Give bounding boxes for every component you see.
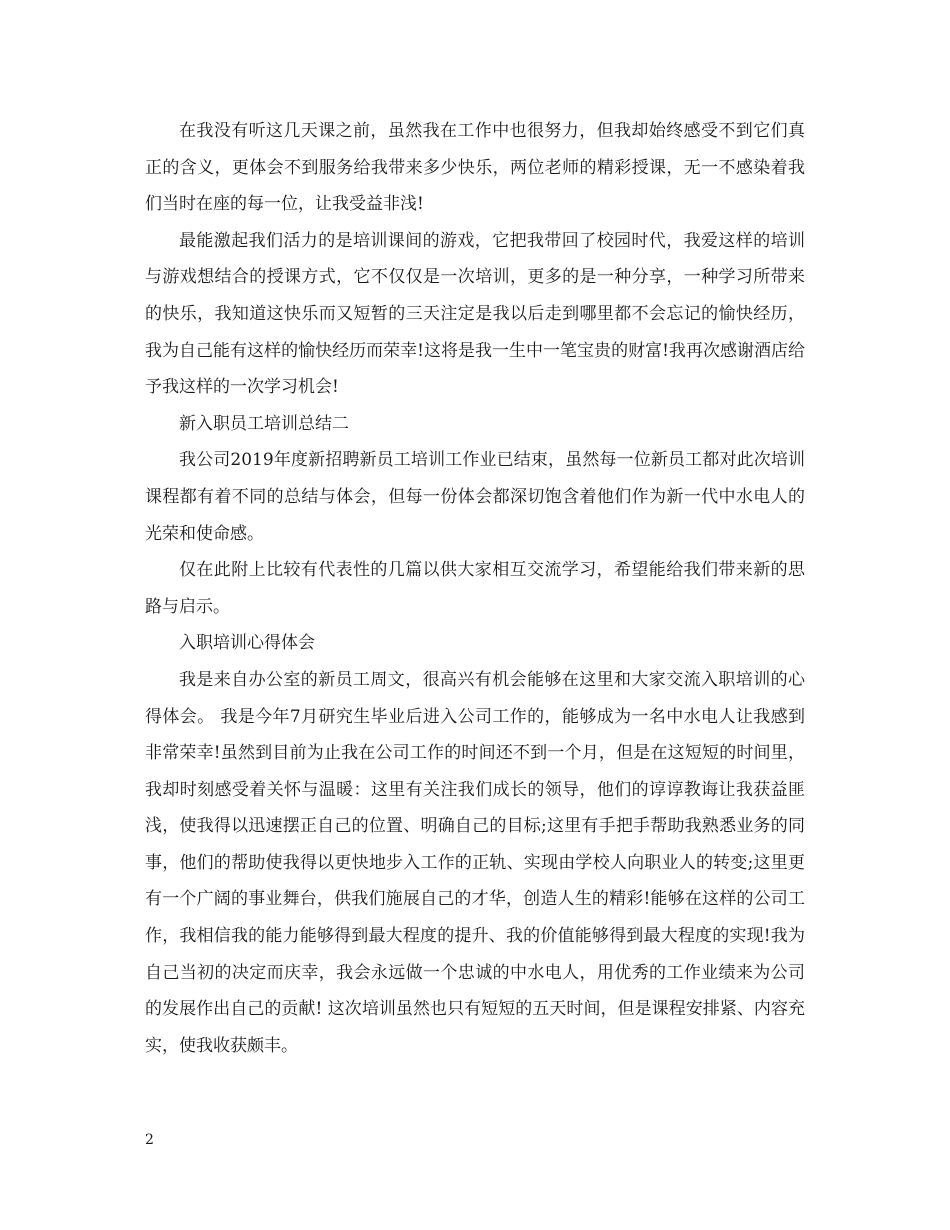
paragraph-2: 最能激起我们活力的是培训课间的游戏，它把我带回了校园时代，我爱这样的培训与游戏想结合的授课方式，它不仅仅是一次培训，更多的是一种分享，一种学习所带来的快乐，我知道这快乐而又短暂的三天注定是我以后走到哪里都不会忘记的愉快经历，我为自己能有这样的愉快经历而荣幸!这将是我一生中一笔宝贵的财富!我再次感谢酒店给予我这样的一次学习机会! (145, 230, 805, 398)
section-title: 新入职员工培训总结二 (179, 413, 349, 434)
subtitle: 入职培训心得体会 (179, 633, 315, 654)
paragraph-4: 仅在此附上比较有代表性的几篇以供大家相互交流学习，希望能给我们带来新的思路与启示。 (145, 560, 805, 617)
paragraph-5: 我是来自办公室的新员工周文，很高兴有机会能够在这里和大家交流入职培训的心得体会。 我是今年7月研究生毕业后进入公司工作的，能够成为一名中水电人让我感到非常荣幸!虽然到目前为止我在公司工作的时间还不到一个月，但是在这短短的时间里，我却时刻感受着关怀与温暖：这里有关注我们成长的领导，他们的谆谆教诲让我获益匪浅，使我得以迅速摆正自己的位置、明确自己的目标;这里有手把手帮助我熟悉业务的同事，他们的帮助使我得以更快地步入工作的正轨、实现由学校人向职业人的转变;这里更有一个广阔的事业舞台，供我们施展自己的才华，创造人生的精彩!能够在这样的公司工作，我相信我的能力能够得到最大程度的提升、我的价值能够得到最大程度的实现!我为自己当初的决定而庆幸，我会永远做一个忠诚的中水电人，用优秀的工作业绩来为公司的发展作出自己的贡献! 这次培训虽然也只有短短的五天时间，但是课程安排紧、内容充实，使我收获颇丰。 (145, 669, 805, 1056)
paragraph-3: 我公司2019年度新招聘新员工培训工作业已结束，虽然每一位新员工都对此次培训课程都有着不同的总结与体会，但每一份体会都深切饱含着他们作为新一代中水电人的光荣和使命感。 (145, 450, 805, 544)
document-body (145, 113, 805, 1064)
page-number: 2 (145, 1132, 154, 1148)
paragraph-1: 在我没有听这几天课之前，虽然我在工作中也很努力，但我却始终感受不到它们真正的含义，更体会不到服务给我带来多少快乐，两位老师的精彩授课，无一不感染着我们当时在座的每一位，让我受益非浅! (145, 121, 805, 215)
